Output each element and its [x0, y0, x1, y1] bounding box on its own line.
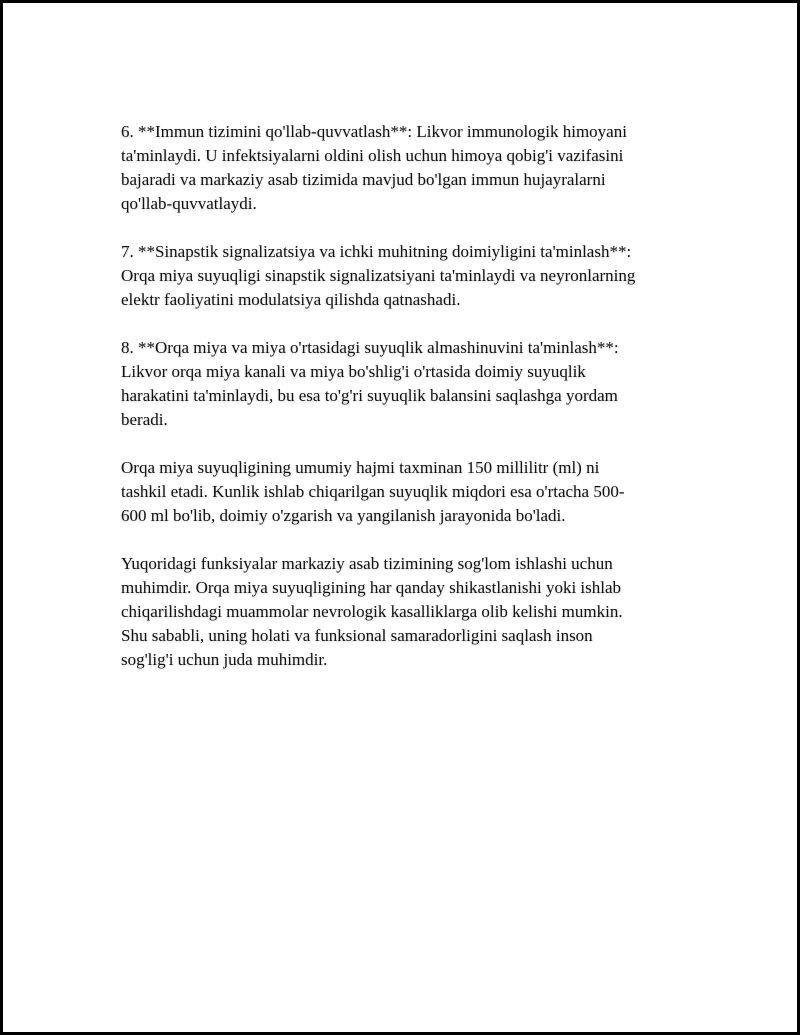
paragraph-immune-support: 6. **Immun tizimini qo'llab-quvvatlash**: Likvor immunologik himoyani ta'minlaydi. U infektsiyalarni oldini olish uchun himoya qobig'i vazifasini bajaradi va markaziy asab tizimida mavjud bo'lgan immun hujayralarni qo'llab-quvvatlaydi. — [121, 122, 627, 213]
paragraph-synaptic-signaling: 7. **Sinapstik signalizatsiya va ichki muhitning doimiyligini ta'minlash**: Orqa miya suyuqligi sinapstik signalizatsiyani ta'minlaydi va neyronlarning elektr faoliyatini modulatsiya qilishda qatnashadi. — [121, 242, 636, 309]
paragraph-conclusion: Yuqoridagi funksiyalar markaziy asab tizimining sog'lom ishlashi uchun muhimdir. Orqa miya suyuqligining har qanday shikastlanishi yoki ishlab chiqarilishdagi muammolar nevrologik kasalliklarga olib kelishi mumkin. Shu sababli, uning holati va funksional samaradorligini saqlash inson sog'lig'i uchun juda muhimdir. — [121, 554, 623, 669]
paragraph-fluid-volume: Orqa miya suyuqligining umumiy hajmi taxminan 150 millilitr (ml) ni tashkil etadi. Kunlik ishlab chiqarilgan suyuqlik miqdori esa o'rtacha 500- 600 ml bo'lib, doimiy o'zgarish va yangilanish jarayonida bo'ladi. — [121, 458, 625, 525]
document-body — [121, 120, 681, 672]
paragraph-fluid-exchange: 8. **Orqa miya va miya o'rtasidagi suyuqlik almashinuvini ta'minlash**: Likvor orqa miya kanali va miya bo'shlig'i o'rtasida doimiy suyuqlik harakatini ta'minlaydi, bu esa to'g'ri suyuqlik balansini saqlashga yordam beradi. — [121, 338, 619, 429]
